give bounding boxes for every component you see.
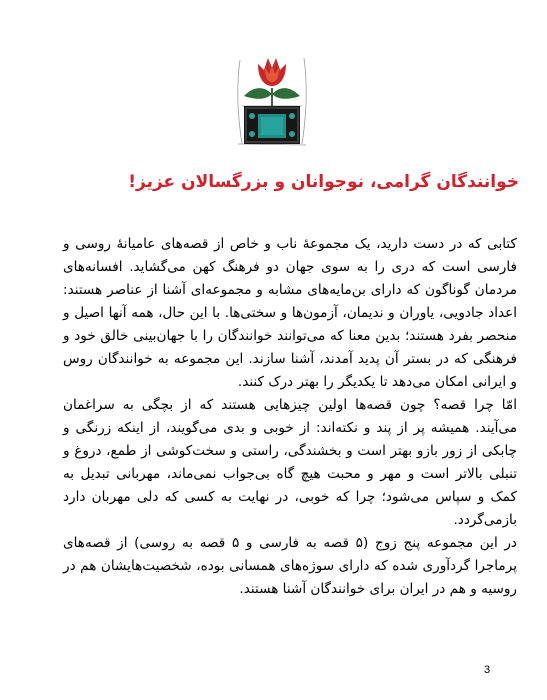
paragraph-1: کتابی که در دست دارید، یک مجموعهٔ ناب و خاص از قصه‌های عامیانهٔ روسی و فارسی است که دری را به سوی جهان دو فرهنگ کهن می‌گشاید. افسانه‌های مردمان گوناگون که دارای بن‌مایه‌های مشابه و مجموعه‌ای آشنا از عناصر هستند: اعداد جادویی، یاوران و ندیمان، آزمون‌ها و سختی‌ها. با این حال، همه آنها اصیل و منحصر بفرد هستند؛ بدین معنا که می‌توانند خوانندگان را با جهان‌بینی خالق خود و فرهنگی که در بستر آن پدید آمدند، آشنا سازند. این مجموعه به خوانندگان روس و ایرانی امکان می‌دهد تا یکدیگر را بهتر درک کنند. — [63, 236, 517, 390]
body-text — [63, 233, 517, 601]
page-heading: خوانندگان گرامی، نوجوانان و بزرگسالان عزیز! — [128, 172, 519, 192]
paragraph-2: امّا چرا قصه؟ چون قصه‌ها اولین چیزهایی هستند که از بچگی به سراغمان می‌آیند. همیشه پر از پند و نکته‌اند: از خوبی و بدی می‌گویند، از اینکه زرنگی و چابکی از زور بازو بهتر است و بخشندگی، راستی و سخت‌کوشی از طمع، دروغ و تنبلی بالاتر است و مهر و محبت هیچ گاه بی‌جواب نمی‌ماند، مهربانی تبدیل به کمک و سپاس می‌شود؛ چرا که خوبی، در نهایت به کسی که دلی مهربان دارد بازمی‌گردد. — [63, 397, 517, 528]
page-number: 3 — [484, 664, 491, 676]
paragraph-3: در این مجموعه پنج زوج (۵ قصه به فارسی و ۵ قصه به روسی) از قصه‌های پرماجرا گردآوری شده که دارای سوژه‌های همسانی بوده، شخصیت‌هایشان هم در روسیه و هم در ایران برای خوانندگان آشنا هستند. — [63, 535, 517, 597]
flower-pot-emblem — [234, 48, 310, 148]
